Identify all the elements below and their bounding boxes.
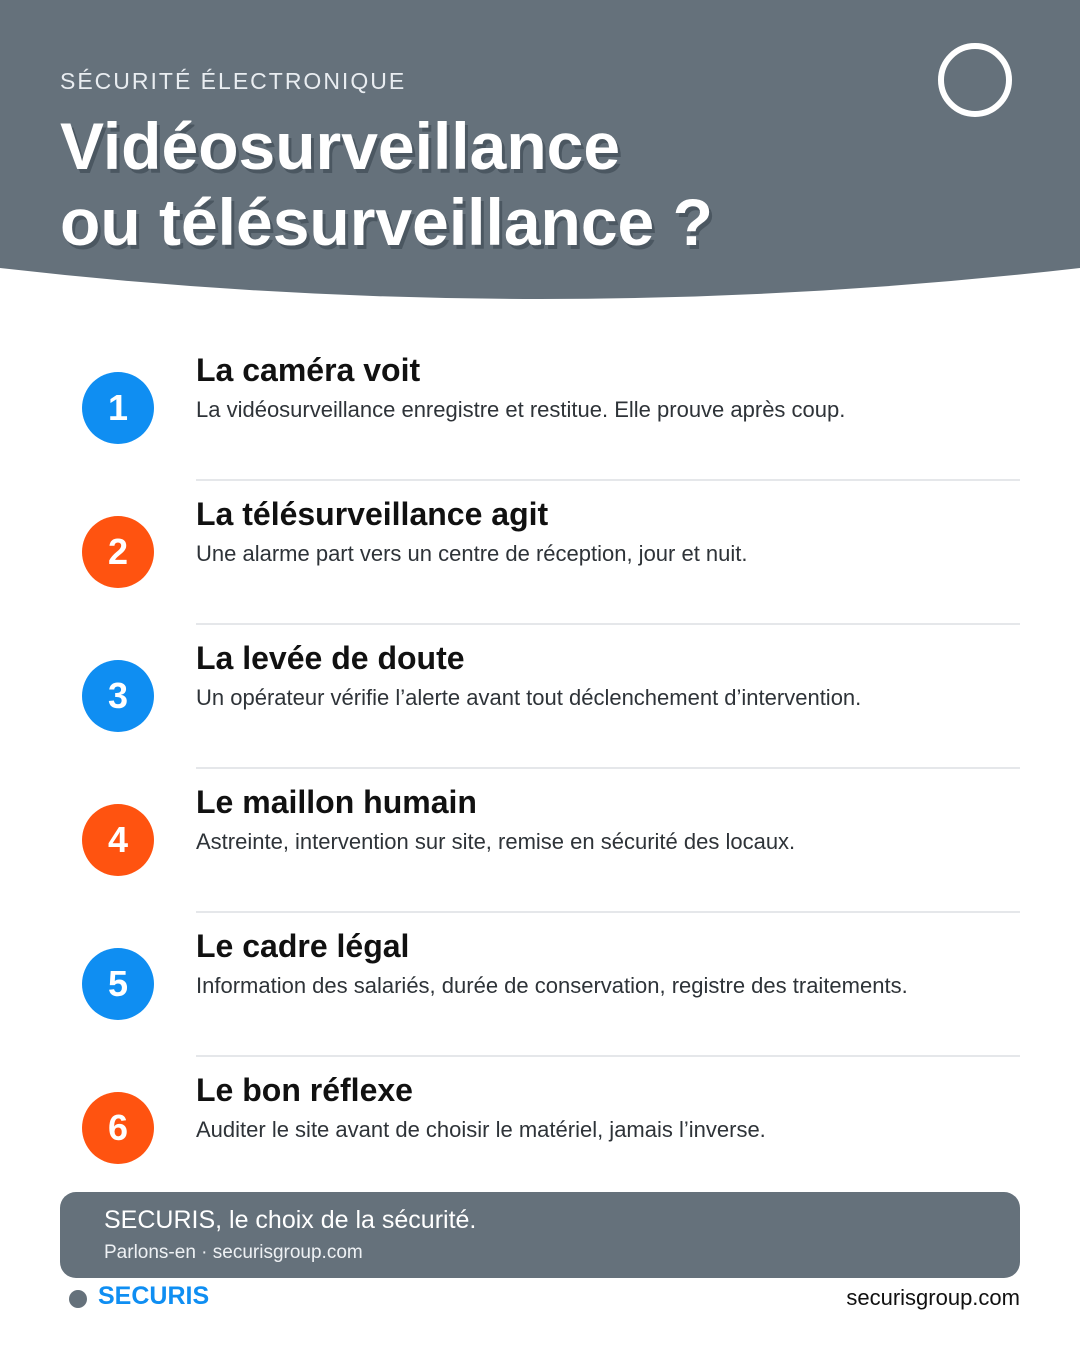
brand-dot-icon (69, 1290, 87, 1308)
cta-box (60, 1192, 1020, 1278)
step-description: Auditer le site avant de choisir le matériel, jamais l’inverse. (196, 1117, 766, 1142)
step-number-badge: 6 (82, 1092, 154, 1164)
step-number-badge: 3 (82, 660, 154, 732)
step-item-4 (0, 784, 1080, 924)
page-title (60, 108, 713, 260)
header-kicker: SÉCURITÉ ÉLECTRONIQUE (60, 68, 407, 94)
step-title: Le maillon humain (196, 784, 477, 820)
step-divider (196, 911, 1020, 913)
step-description: Un opérateur vérifie l’alerte avant tout déclenchement d’intervention. (196, 685, 862, 710)
step-number-badge: 1 (82, 372, 154, 444)
step-item-5 (0, 928, 1080, 1068)
step-title: La levée de doute (196, 640, 465, 676)
step-description: La vidéosurveillance enregistre et restitue. Elle prouve après coup. (196, 397, 846, 422)
step-divider (196, 479, 1020, 481)
step-divider (196, 1055, 1020, 1057)
step-divider (196, 767, 1020, 769)
step-title: La télésurveillance agit (196, 496, 549, 532)
page-title-line-2: ou télésurveillance ? (60, 185, 713, 259)
step-title: Le bon réflexe (196, 1072, 413, 1108)
cta-subtitle: Parlons-en · securisgroup.com (104, 1242, 363, 1263)
step-description: Une alarme part vers un centre de réception, jour et nuit. (196, 541, 748, 566)
step-number-badge: 2 (82, 516, 154, 588)
footer-url-link[interactable]: securisgroup.com (846, 1285, 1020, 1310)
step-divider (196, 623, 1020, 625)
ring-icon (937, 42, 1013, 118)
step-number-badge: 5 (82, 948, 154, 1020)
step-description: Astreinte, intervention sur site, remise en sécurité des locaux. (196, 829, 796, 854)
step-description: Information des salariés, durée de conservation, registre des traitements. (196, 973, 908, 998)
step-item-3 (0, 640, 1080, 780)
cta-title: SECURIS, le choix de la sécurité. (104, 1206, 477, 1234)
footer-brand-logo: SECURIS (98, 1282, 210, 1310)
step-item-1 (0, 352, 1080, 492)
step-number-badge: 4 (82, 804, 154, 876)
step-title: La caméra voit (196, 352, 421, 388)
page-title-line-1: Vidéosurveillance (60, 109, 621, 183)
step-item-2 (0, 496, 1080, 636)
step-title: Le cadre légal (196, 928, 410, 964)
